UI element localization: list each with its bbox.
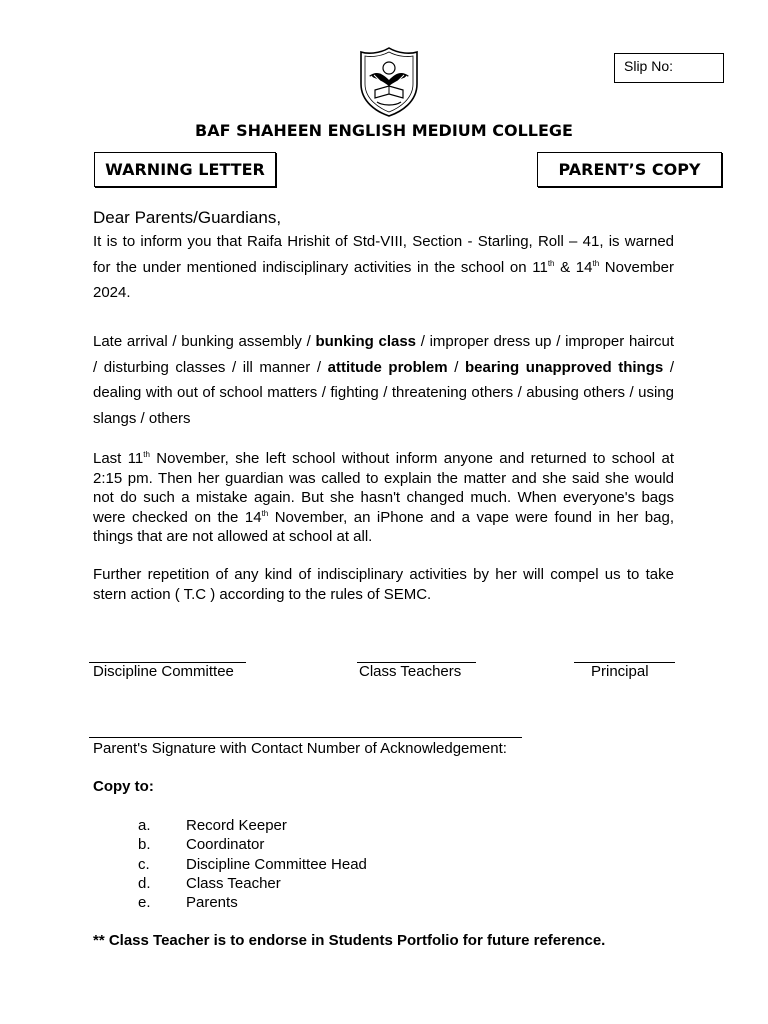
parent-signature-label: Parent's Signature with Contact Number of Acknowledgement: [93, 740, 507, 757]
incident-sup-1: th [143, 450, 150, 459]
greeting: Dear Parents/Guardians, [93, 208, 282, 227]
parents-copy-text: PARENT’S COPY [558, 160, 701, 179]
intro-sup-1: th [547, 258, 555, 268]
warning-letter-text: WARNING LETTER [105, 160, 265, 179]
list-label: Coordinator [186, 836, 265, 854]
list-label: Parents [186, 894, 238, 912]
slip-number-label: Slip No: [624, 58, 674, 74]
list-marker: e. [138, 894, 151, 912]
incident-text-1: Last 11 [93, 450, 144, 467]
incident-paragraph [93, 449, 674, 547]
intro-paragraph [93, 229, 674, 306]
activity-bold: attitude problem [327, 358, 448, 376]
list-label: Record Keeper [186, 817, 287, 834]
principal-label: Principal [591, 663, 649, 680]
list-marker: c. [138, 855, 150, 873]
college-logo [357, 46, 421, 118]
list-label: Class Teacher [186, 874, 281, 892]
activity-text: / improper dress up / improper haircut / disturbing classes / ill manner / [93, 333, 674, 376]
list-item [138, 855, 367, 874]
intro-text-2: & 14 [554, 258, 593, 276]
list-marker: d. [138, 874, 151, 892]
list-item [138, 874, 367, 893]
list-label: Discipline Committee Head [186, 855, 367, 873]
intro-text-1: It is to inform you that Raifa Hrishit of Std-VIII, Section - Starling, Roll – 41, is warned for the under mentioned indisciplinary activities in the school on 11 [93, 233, 674, 276]
endorsement-note: ** Class Teacher is to endorse in Students Portfolio for future reference. [93, 932, 606, 949]
class-teachers-label: Class Teachers [359, 663, 462, 680]
intro-sup-2: th [592, 258, 600, 268]
shield-emblem-icon [357, 46, 421, 118]
parent-signature-line [89, 737, 522, 738]
activity-bold: bunking class [315, 333, 417, 350]
list-item [138, 893, 367, 912]
slip-number-box [614, 53, 724, 83]
copy-to-list [138, 816, 367, 912]
discipline-committee-label: Discipline Committee [93, 663, 234, 680]
list-item [138, 835, 367, 854]
activity-text: Late arrival / bunking assembly / [93, 333, 316, 350]
college-name: BAF SHAHEEN ENGLISH MEDIUM COLLEGE [195, 121, 573, 140]
warning-letter-label [94, 152, 276, 187]
list-marker: b. [138, 836, 151, 854]
intro-text-3: November 2024. [93, 258, 674, 301]
activity-text: / [447, 358, 465, 376]
incident-sup-2: th [261, 508, 269, 518]
activities-paragraph [93, 329, 674, 431]
parents-copy-label [537, 152, 722, 187]
copy-to-title: Copy to: [93, 778, 154, 795]
list-marker: a. [138, 817, 151, 834]
incident-text-3: November, an iPhone and a vape were found in her bag, things that are not allowed at school at all. [93, 508, 674, 545]
warning-paragraph: Further repetition of any kind of indisciplinary activities by her will compel us to take stern action ( T.C ) according to the rules of SEMC. [93, 566, 674, 603]
activity-text: / dealing with out of school matters / fighting / threatening others / abusing others / using slangs / others [93, 358, 674, 427]
list-item [138, 816, 367, 835]
activity-bold: bearing unapproved things [465, 358, 664, 376]
incident-text-2: November, she left school without inform anyone and returned to school at 2:15 pm. Then her guardian was called to explain the matter and she said she would not do such a mistake again. But she hasn't changed much. When everyone's bags were checked on the 14 [93, 450, 674, 526]
